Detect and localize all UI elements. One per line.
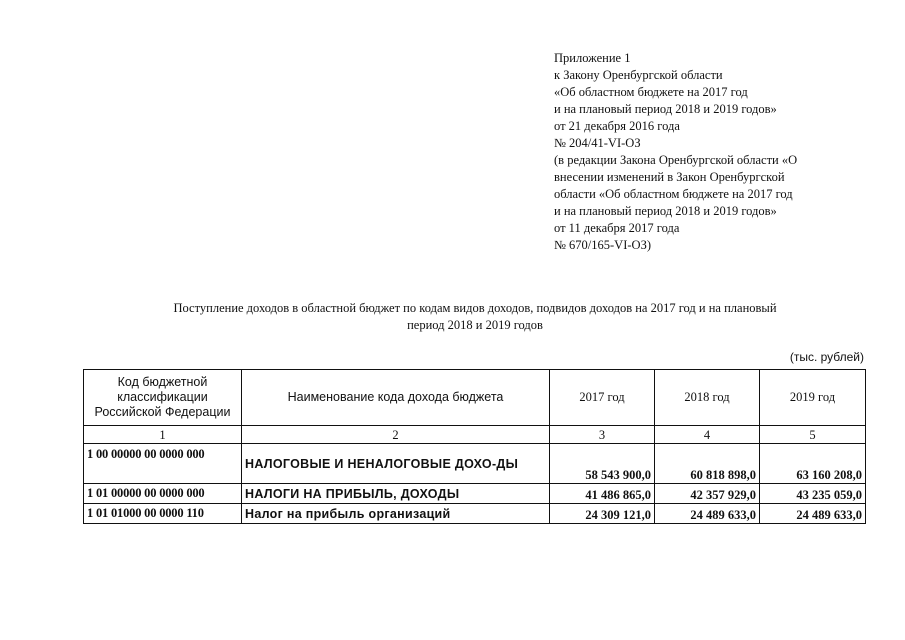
column-number: 4	[655, 426, 760, 444]
row-code: 1 01 01000 00 0000 110	[84, 504, 242, 524]
appendix-line: и на плановый период 2018 и 2019 годов»	[554, 204, 777, 218]
header-2017: 2017 год	[550, 370, 655, 426]
row-value-2019: 63 160 208,0	[760, 444, 866, 484]
appendix-line: от 11 декабря 2017 года	[554, 221, 680, 235]
table-row	[84, 484, 866, 504]
row-value-2018: 42 357 929,0	[655, 484, 760, 504]
appendix-line: № 670/165-VI-ОЗ)	[554, 238, 651, 252]
appendix-line: № 204/41-VI-ОЗ	[554, 136, 641, 150]
row-value-2019: 24 489 633,0	[760, 504, 866, 524]
row-value-2018: 24 489 633,0	[655, 504, 760, 524]
document-title	[60, 300, 890, 334]
revenue-table	[83, 369, 866, 524]
row-code: 1 00 00000 00 0000 000	[84, 444, 242, 484]
appendix-line: и на плановый период 2018 и 2019 годов»	[554, 102, 777, 116]
document-title-line-2: период 2018 и 2019 годов	[407, 318, 543, 332]
appendix-line: (в редакции Закона Оренбургской области «О	[554, 153, 798, 167]
row-name: НАЛОГИ НА ПРИБЫЛЬ, ДОХОДЫ	[242, 484, 550, 504]
column-number: 3	[550, 426, 655, 444]
row-value-2017: 24 309 121,0	[550, 504, 655, 524]
column-number: 1	[84, 426, 242, 444]
document-title-line-1: Поступление доходов в областной бюджет по кодам видов доходов, подвидов доходов на 2017 год и на плановый	[173, 301, 777, 315]
row-value-2017: 58 543 900,0	[550, 444, 655, 484]
appendix-line: внесении изменений в Закон Оренбургской	[554, 170, 785, 184]
table-row	[84, 504, 866, 524]
appendix-line: «Об областном бюджете на 2017 год	[554, 85, 748, 99]
appendix-line: к Закону Оренбургской области	[554, 68, 723, 82]
appendix-line: Приложение 1	[554, 51, 631, 65]
header-name: Наименование кода дохода бюджета	[242, 370, 550, 426]
row-name: Налог на прибыль организаций	[242, 504, 550, 524]
table-row	[84, 444, 866, 484]
header-code: Код бюджетной классификации Российской Федерации	[84, 370, 242, 426]
row-name: НАЛОГОВЫЕ И НЕНАЛОГОВЫЕ ДОХО-ДЫ	[242, 444, 550, 484]
row-value-2019: 43 235 059,0	[760, 484, 866, 504]
column-number: 5	[760, 426, 866, 444]
row-value-2017: 41 486 865,0	[550, 484, 655, 504]
appendix-line: от 21 декабря 2016 года	[554, 119, 680, 133]
header-2019: 2019 год	[760, 370, 866, 426]
table-header-row	[84, 370, 866, 426]
appendix-line: области «Об областном бюджете на 2017 год	[554, 187, 793, 201]
column-number-row	[84, 426, 866, 444]
row-value-2018: 60 818 898,0	[655, 444, 760, 484]
appendix-block	[554, 50, 874, 254]
units-label: (тыс. рублей)	[789, 350, 864, 364]
column-number: 2	[242, 426, 550, 444]
header-2018: 2018 год	[655, 370, 760, 426]
row-code: 1 01 00000 00 0000 000	[84, 484, 242, 504]
